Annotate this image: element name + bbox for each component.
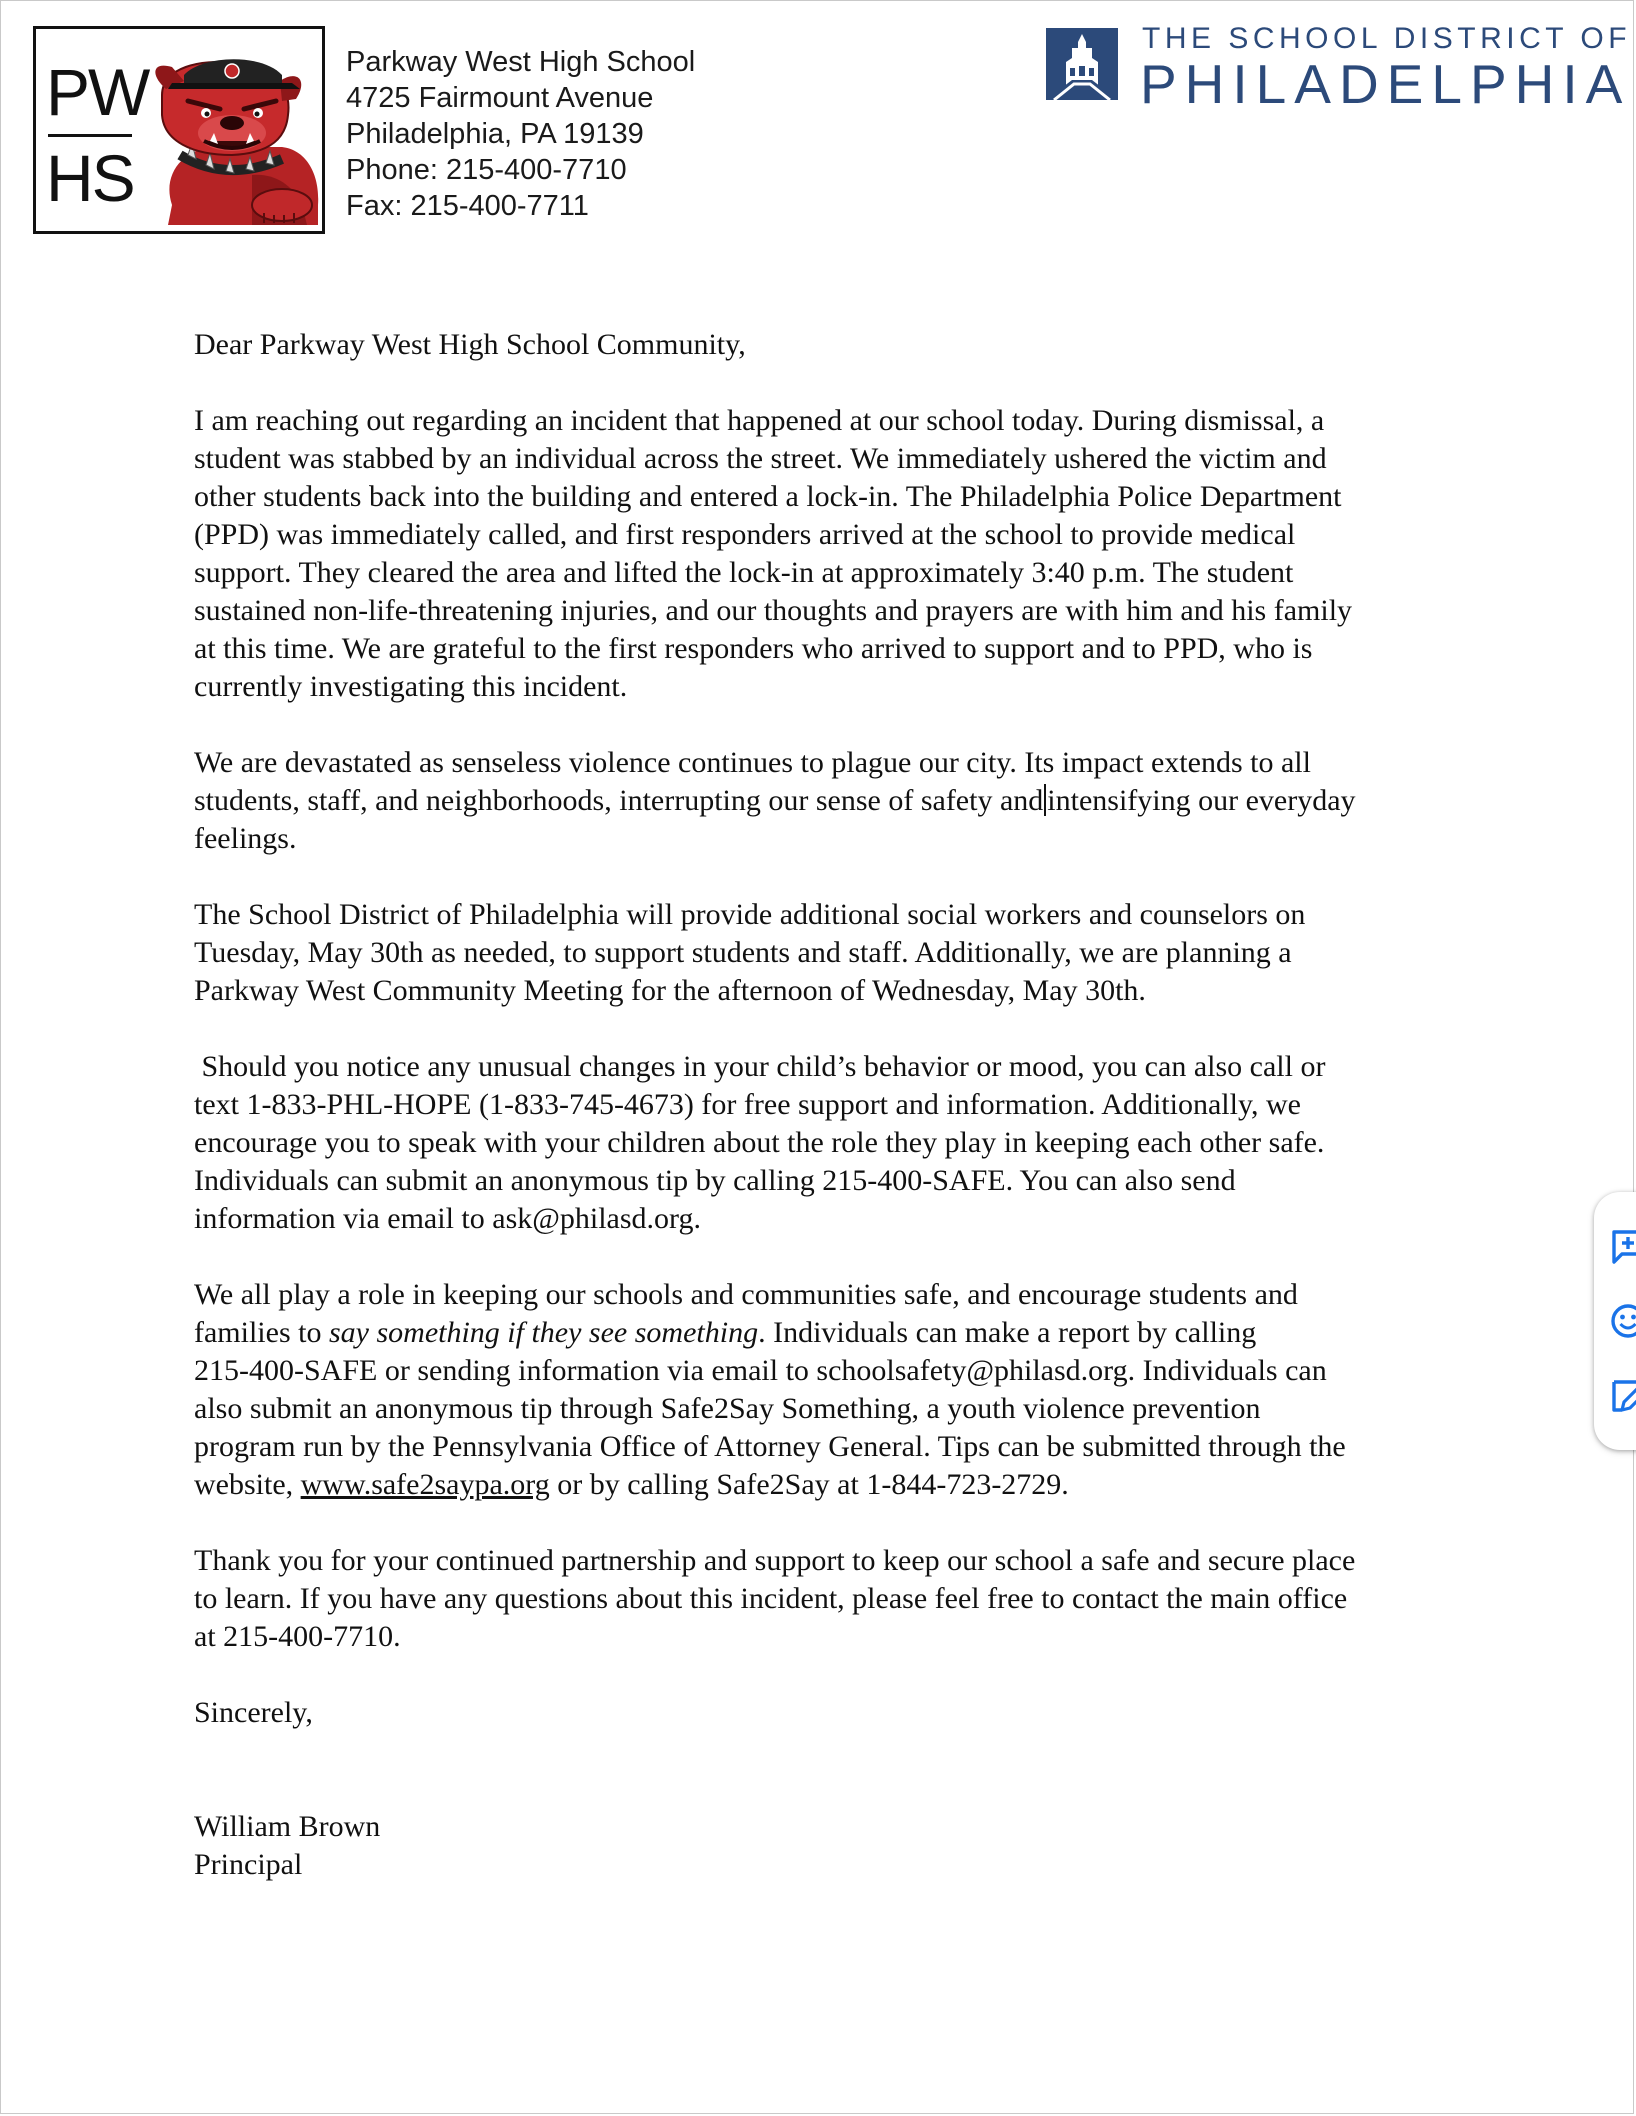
salutation: Dear Parkway West High School Community,	[194, 328, 746, 361]
paragraph-line: encourage you to speak with your children about the role they play in keeping each other safe.	[194, 1126, 1325, 1159]
paragraph-line: also submit an anonymous tip through Safe2Say Something, a youth violence prevention	[194, 1392, 1261, 1425]
street-address: 4725 Fairmount Avenue	[346, 82, 654, 114]
bulldog-mascot-icon	[132, 55, 322, 225]
logo-text-pw: PW	[46, 55, 149, 129]
text-cursor	[1044, 784, 1046, 816]
paragraph-line: at this time. We are grateful to the first responders who arrived to support and to PPD, who is	[194, 632, 1313, 665]
paragraph-line: text 1-833-PHL-HOPE (1-833-745-4673) for free support and information. Additionally, we	[194, 1088, 1301, 1121]
emoji-reaction-button[interactable]	[1608, 1301, 1636, 1341]
paragraph-line: Thank you for your continued partnership and support to keep our school a safe and secure place	[194, 1544, 1356, 1577]
school-address-block	[346, 44, 695, 224]
paragraph-line: Parkway West Community Meeting for the afternoon of Wednesday, May 30th.	[194, 974, 1146, 1007]
text-run: website,	[194, 1468, 301, 1501]
paragraph-line: Individuals can submit an anonymous tip by calling 215-400-SAFE. You can also send	[194, 1164, 1236, 1197]
paragraph-hotline	[194, 1048, 1454, 1238]
paragraph-line: Tuesday, May 30th as needed, to support students and staff. Additionally, we are planning a	[194, 936, 1292, 969]
paragraph-line: student was stabbed by an individual across the street. We immediately ushered the victim and	[194, 442, 1327, 475]
paragraph-incident	[194, 402, 1454, 706]
safe2say-link[interactable]: www.safe2saypa.org	[300, 1468, 550, 1501]
logo-divider	[48, 134, 132, 137]
paragraph-line: to learn. If you have any questions about this incident, please feel free to contact the main office	[194, 1582, 1348, 1615]
paragraph-line: Should you notice any unusual changes in your child’s behavior or mood, you can also call or	[194, 1050, 1326, 1083]
phone-number: Phone: 215-400-7710	[346, 154, 627, 186]
signature-name: William Brown	[194, 1810, 381, 1843]
paragraph-line: information via email to ask@philasd.org.	[194, 1202, 701, 1235]
paragraph-line-with-cursor[interactable]	[194, 782, 1454, 820]
paragraph-line: (PPD) was immediately called, and first responders arrived at the school to provide medical	[194, 518, 1296, 551]
district-name-line2: PHILADELPHIA	[1140, 53, 1631, 115]
paragraph-line: We are devastated as senseless violence continues to plague our city. Its impact extends to all	[194, 746, 1311, 779]
text-run: or by calling Safe2Say at 1-844-723-2729.	[549, 1468, 1069, 1501]
paragraph-support	[194, 896, 1454, 1010]
letter-body	[194, 326, 1454, 1884]
paragraph-line: I am reaching out regarding an incident that happened at our school today. During dismissal, a	[194, 404, 1325, 437]
paragraph-line: support. They cleared the area and lifted the lock-in at approximately 3:40 p.m. The student	[194, 556, 1294, 589]
text-run: families to	[194, 1316, 329, 1349]
fax-number: Fax: 215-400-7711	[346, 190, 589, 222]
paragraph-line	[194, 1314, 1454, 1352]
paragraph-line: other students back into the building and entered a lock-in. The Philadelphia Police Department	[194, 480, 1342, 513]
text-before-cursor: students, staff, and neighborhoods, interrupting our sense of safety and	[194, 784, 1044, 817]
paragraph-line: We all play a role in keeping our schools and communities safe, and encourage students and	[194, 1278, 1298, 1311]
paragraph-line: 215-400-SAFE or sending information via email to schoolsafety@philasd.org. Individuals can	[194, 1354, 1327, 1387]
signature-title: Principal	[194, 1848, 303, 1881]
closing: Sincerely,	[194, 1696, 313, 1729]
paragraph-thank-you	[194, 1542, 1454, 1656]
text-run: . Individuals can make a report by calling	[758, 1316, 1257, 1349]
paragraph-say-something	[194, 1276, 1454, 1504]
paragraph-line: sustained non-life-threatening injuries, and our thoughts and prayers are with him and his family	[194, 594, 1353, 627]
suggest-edit-icon	[1608, 1376, 1636, 1416]
district-name-line1: THE SCHOOL DISTRICT OF	[1142, 22, 1632, 55]
paragraph-line	[194, 1466, 1454, 1504]
side-toolbar	[1594, 1192, 1636, 1450]
paragraph-line: The School District of Philadelphia will provide additional social workers and counselors on	[194, 898, 1306, 931]
paragraph-line: program run by the Pennsylvania Office of Attorney General. Tips can be submitted through the	[194, 1430, 1346, 1463]
add-comment-icon	[1608, 1226, 1636, 1266]
city-state-zip: Philadelphia, PA 19139	[346, 118, 644, 150]
text-after-cursor: intensifying our everyday	[1047, 784, 1356, 817]
paragraph-line: at 215-400-7710.	[194, 1620, 401, 1653]
logo-text-hs: HS	[46, 141, 134, 215]
district-logo	[1046, 22, 1636, 115]
paragraph-line: currently investigating this incident.	[194, 670, 628, 703]
suggest-edit-button[interactable]	[1608, 1376, 1636, 1416]
paragraph-line: feelings.	[194, 822, 297, 855]
italic-phrase: say something if they see something	[328, 1316, 759, 1349]
add-comment-button[interactable]	[1608, 1226, 1636, 1266]
school-logo	[33, 26, 325, 234]
school-name: Parkway West High School	[346, 46, 696, 78]
district-bell-tower-icon	[1046, 28, 1118, 100]
emoji-reaction-icon	[1608, 1301, 1636, 1341]
paragraph-violence	[194, 744, 1454, 858]
